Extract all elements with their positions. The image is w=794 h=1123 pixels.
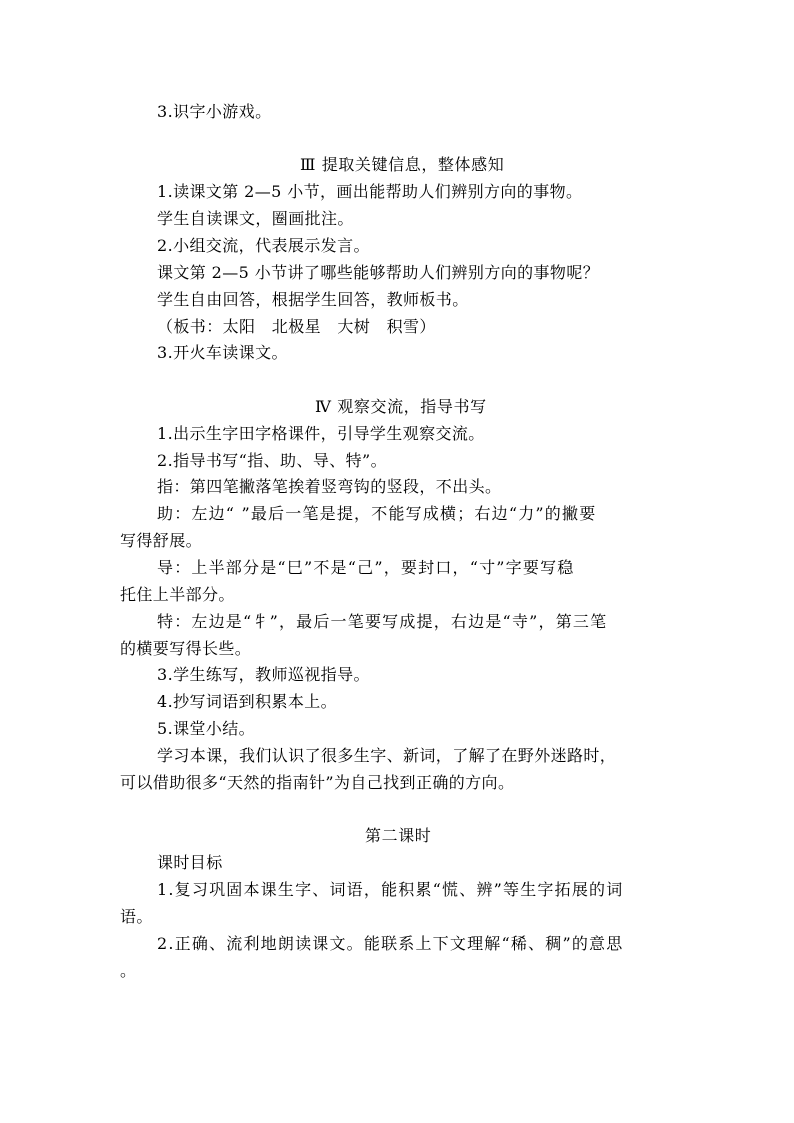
paragraph: 2.正确、流利地朗读课文。能联系上下文理解“稀、稠”的意思 — [157, 934, 624, 953]
paragraph: 特：左边是“牜”，最后一笔要写成提，右边是“寺”，第三笔 — [157, 612, 608, 631]
paragraph-continuation: 的横要写得长些。 — [120, 639, 252, 658]
paragraph: 2.小组交流，代表展示发言。 — [157, 236, 370, 255]
paragraph: 学生自由回答，根据学生回答，教师板书。 — [157, 290, 469, 309]
paragraph: 5.课堂小结。 — [157, 719, 256, 738]
paragraph-continuation: 可以借助很多“天然的指南针”为自己找到正确的方向。 — [120, 773, 515, 792]
paragraph: 2.指导书写“指、助、导、特”。 — [157, 451, 388, 470]
paragraph: （板书：太阳 北极星 大树 积雪） — [157, 317, 436, 336]
paragraph: 课文第 2—5 小节讲了哪些能够帮助人们辨别方向的事物呢？ — [157, 263, 600, 282]
paragraph: 学习本课，我们认识了很多生字、新词，了解了在野外迷路时， — [157, 746, 617, 765]
paragraph: 导：上半部分是“巳”不是“己”，要封口，“寸”字要写稳 — [157, 558, 575, 577]
paragraph-continuation: 。 — [120, 961, 137, 980]
paragraph: 助：左边“ ”最后一笔是提，不能写成横；右边“力”的撇要 — [157, 504, 597, 523]
paragraph: 指：第四笔撇落笔挨着竖弯钩的竖段，不出头。 — [157, 477, 502, 496]
paragraph: 3.学生练写，教师巡视指导。 — [157, 665, 370, 684]
section-heading: Ⅳ 观察交流，指导书写 — [315, 397, 487, 416]
paragraph-continuation: 写得舒展。 — [120, 531, 203, 550]
paragraph-continuation: 语。 — [120, 907, 153, 926]
paragraph: 1.复习巩固本课生字、词语，能积累“慌、辨”等生字拓展的词 — [157, 880, 624, 899]
paragraph: 3.开火车读课文。 — [157, 343, 288, 362]
paragraph: 学生自读课文，圈画批注。 — [157, 209, 354, 228]
section-heading: 第二课时 — [365, 826, 432, 845]
section-heading: Ⅲ 提取关键信息，整体感知 — [300, 155, 505, 174]
paragraph: 课时目标 — [157, 853, 223, 872]
paragraph: 3.识字小游戏。 — [157, 102, 272, 121]
paragraph-continuation: 托住上半部分。 — [120, 585, 235, 604]
paragraph: 4.抄写词语到积累本上。 — [157, 692, 338, 711]
paragraph: 1.出示生字田字格课件，引导学生观察交流。 — [157, 424, 485, 443]
paragraph: 1.读课文第 2—5 小节，画出能帮助人们辨别方向的事物。 — [157, 182, 583, 201]
